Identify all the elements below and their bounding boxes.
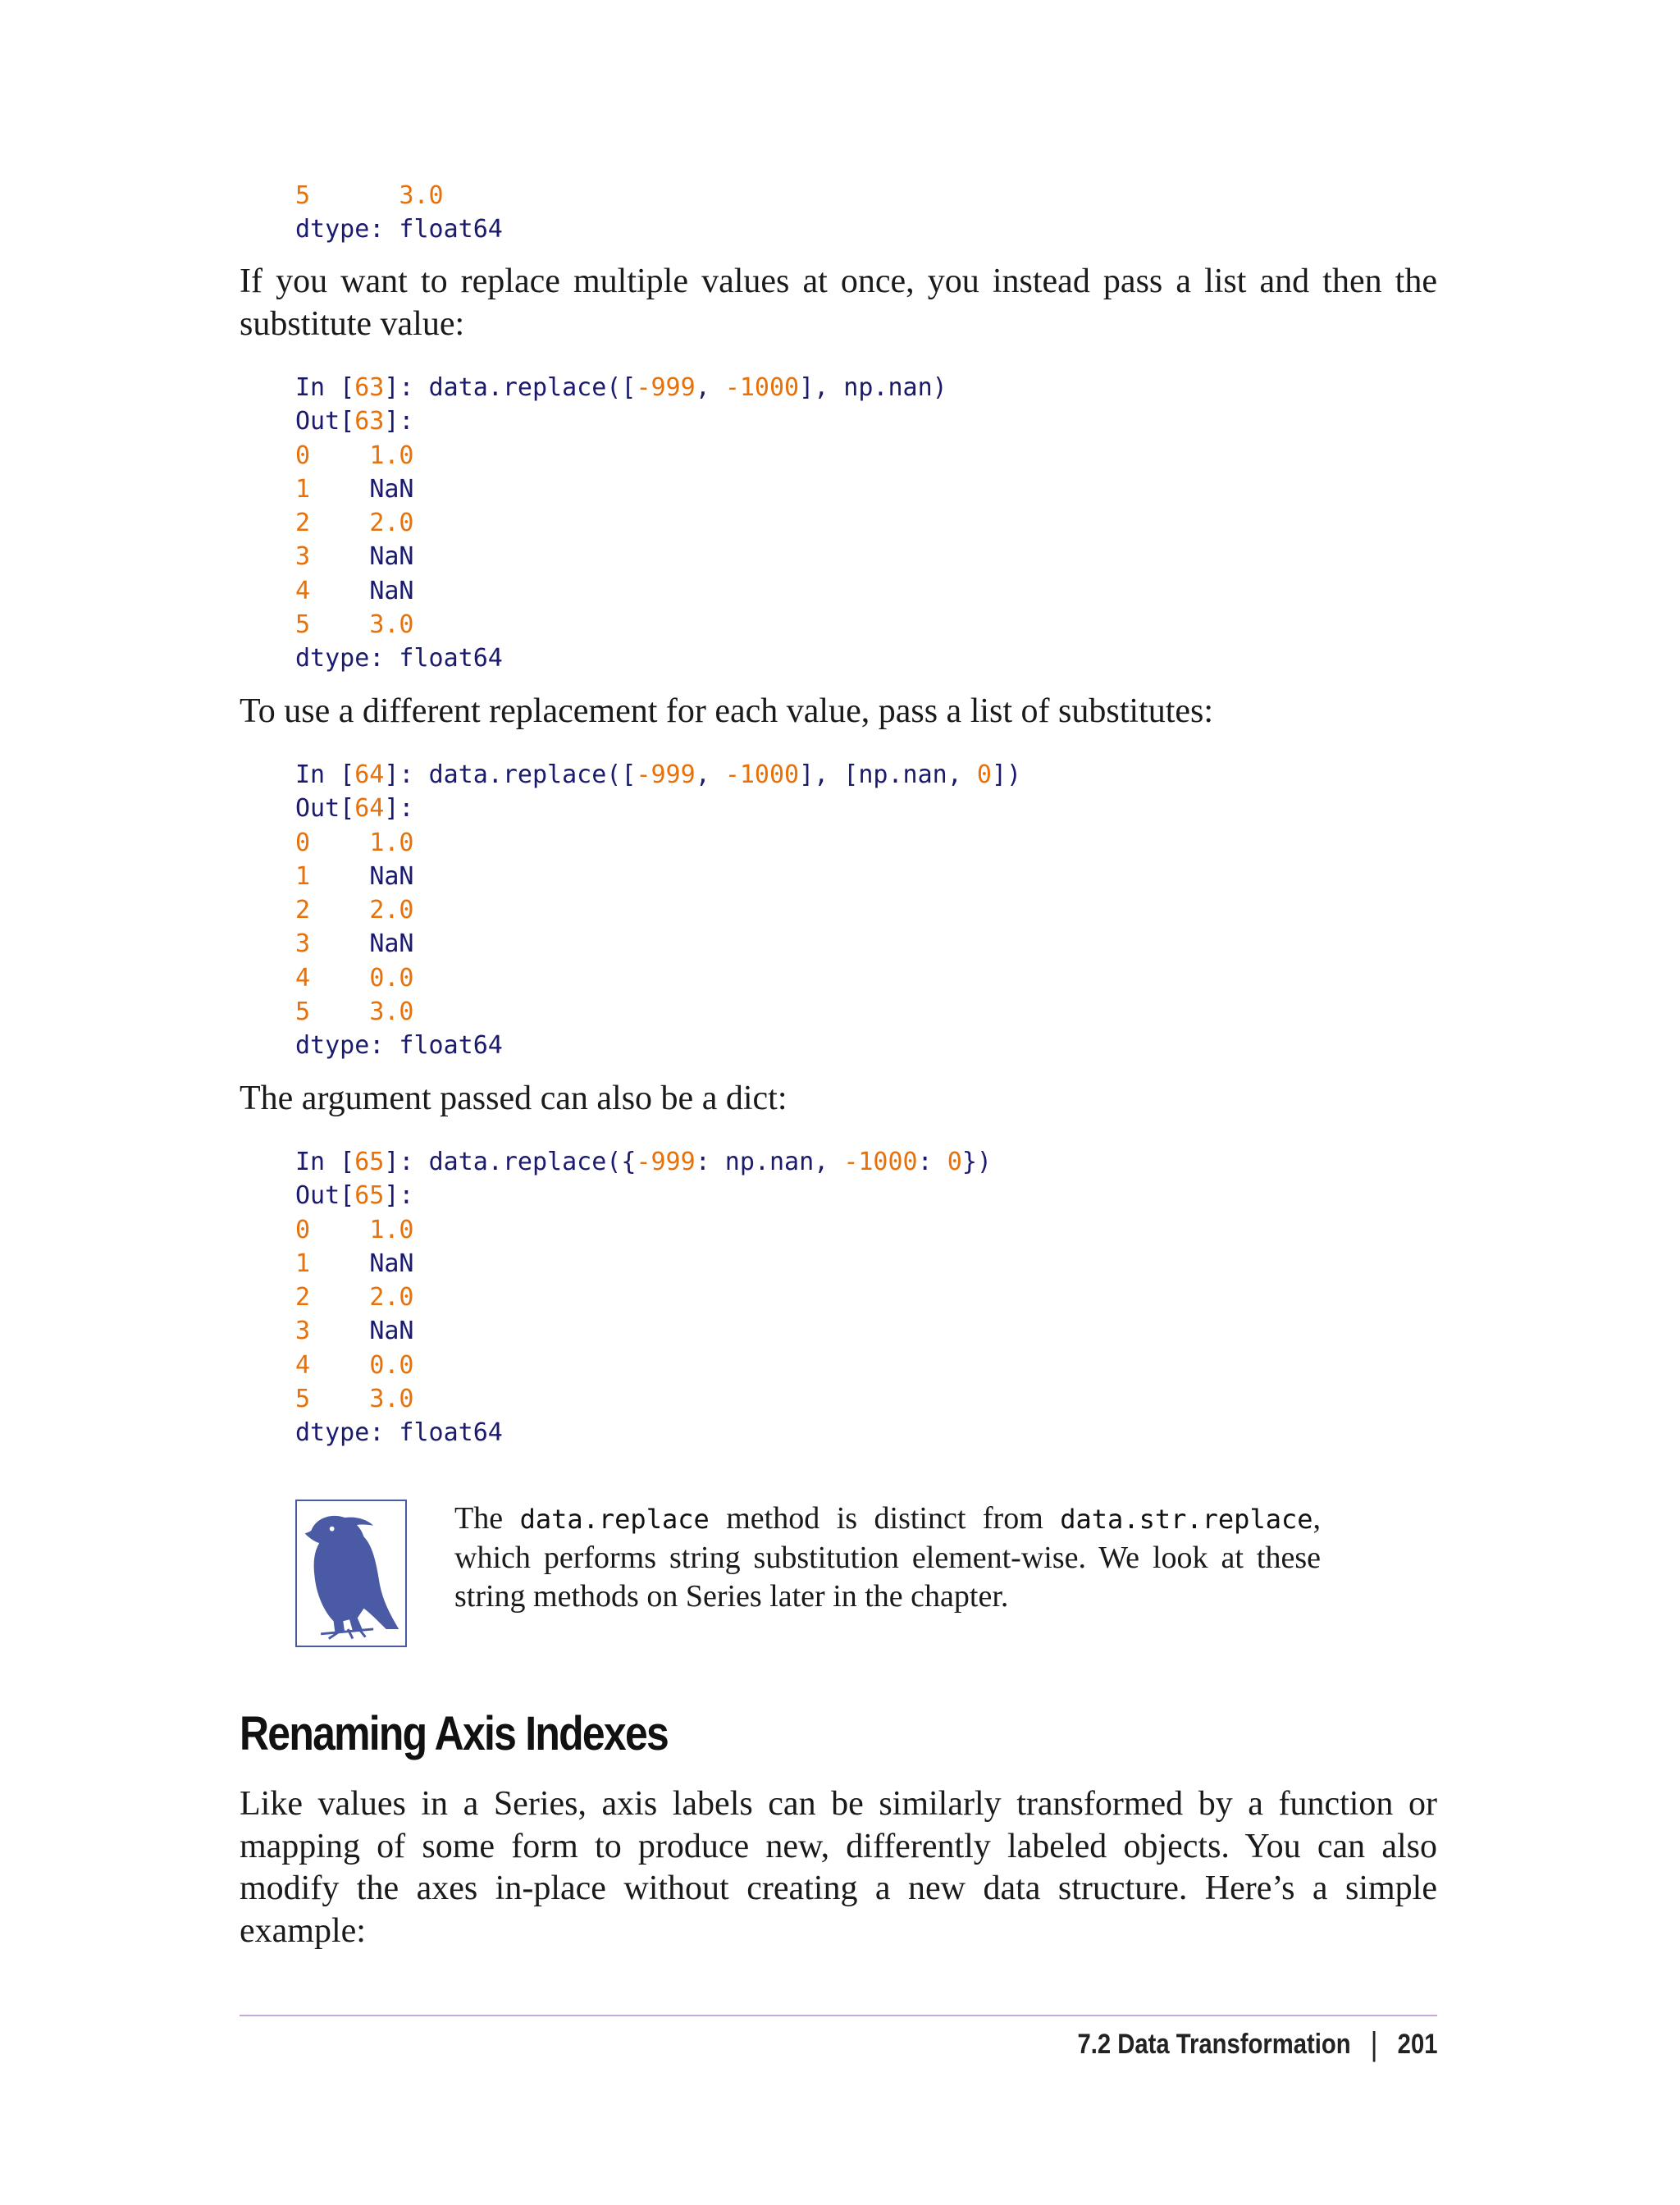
footer-separator: | xyxy=(1370,2026,1378,2062)
output-row: 0 1.0 xyxy=(295,441,414,470)
output-row: 5 3.0 xyxy=(295,998,414,1027)
paragraph-renaming-axis: Like values in a Series, axis labels can be similarly transformed by a function or mapping of some form to produce new, differently labeled objects. You can also modify the axes in-place without creating a new data structure. Here’s a simple example: xyxy=(240,1785,1437,1950)
output-row: 1 NaN xyxy=(295,1249,414,1278)
output-row: 5 3.0 xyxy=(295,610,414,640)
output-row: 0 1.0 xyxy=(295,828,414,857)
page-number: 201 xyxy=(1397,2029,1437,2060)
row-index: 5 xyxy=(295,181,311,210)
output-row: 3 NaN xyxy=(295,542,414,572)
output-row: 2 2.0 xyxy=(295,1283,414,1312)
output-row: 1 NaN xyxy=(295,474,414,504)
note-text: The data.replace method is distinct from data.str.replace, which performs string substitution element-wise. We look at these string methods on Series later in the chapter. xyxy=(454,1501,1321,1614)
section-heading: Renaming Axis Indexes xyxy=(240,1707,668,1760)
output-row: 3 NaN xyxy=(295,1317,414,1346)
code-block-in-65 xyxy=(295,1145,992,1450)
code-block-continued xyxy=(295,179,503,247)
dtype-line: dtype: float64 xyxy=(295,1031,503,1061)
code-block-in-64 xyxy=(295,758,1021,1063)
note-callout xyxy=(295,1500,1321,1664)
output-row: 4 0.0 xyxy=(295,963,414,993)
output-row: 4 NaN xyxy=(295,576,414,605)
row-value: 3.0 xyxy=(399,181,444,210)
code-line xyxy=(295,179,503,212)
input-line: In [63]: data.replace([-999, -1000], np.nan) xyxy=(295,373,947,402)
output-row: 2 2.0 xyxy=(295,509,414,538)
paragraph-different-replacement: To use a different replacement for each value, pass a list of substitutes: xyxy=(240,692,1214,730)
footer-divider xyxy=(240,2015,1437,2016)
dtype-line: dtype: float64 xyxy=(295,644,503,673)
paragraph-dict-argument: The argument passed can also be a dict: xyxy=(240,1080,788,1117)
input-line: In [65]: data.replace({-999: np.nan, -1000: 0}) xyxy=(295,1148,992,1176)
output-prompt: Out[63]: xyxy=(295,407,414,436)
crow-icon xyxy=(295,1500,407,1647)
input-line: In [64]: data.replace([-999, -1000], [np.nan, 0]) xyxy=(295,760,1022,789)
output-row: 5 3.0 xyxy=(295,1385,414,1414)
output-prompt: Out[65]: xyxy=(295,1181,414,1211)
output-row: 0 1.0 xyxy=(295,1215,414,1244)
output-row: 4 0.0 xyxy=(295,1350,414,1380)
output-row: 1 NaN xyxy=(295,861,414,891)
page-footer xyxy=(1077,2026,1437,2063)
output-row: 3 NaN xyxy=(295,929,414,959)
paragraph-replace-multiple: If you want to replace multiple values at once, you instead pass a list and then the substitute value: xyxy=(240,262,1437,343)
code-block-in-63 xyxy=(295,371,947,676)
dtype-line: dtype: float64 xyxy=(295,1418,503,1448)
dtype-line: dtype: float64 xyxy=(295,215,503,244)
output-row: 2 2.0 xyxy=(295,896,414,925)
footer-section-title: 7.2 Data Transformation xyxy=(1076,2029,1351,2060)
output-prompt: Out[64]: xyxy=(295,794,414,824)
